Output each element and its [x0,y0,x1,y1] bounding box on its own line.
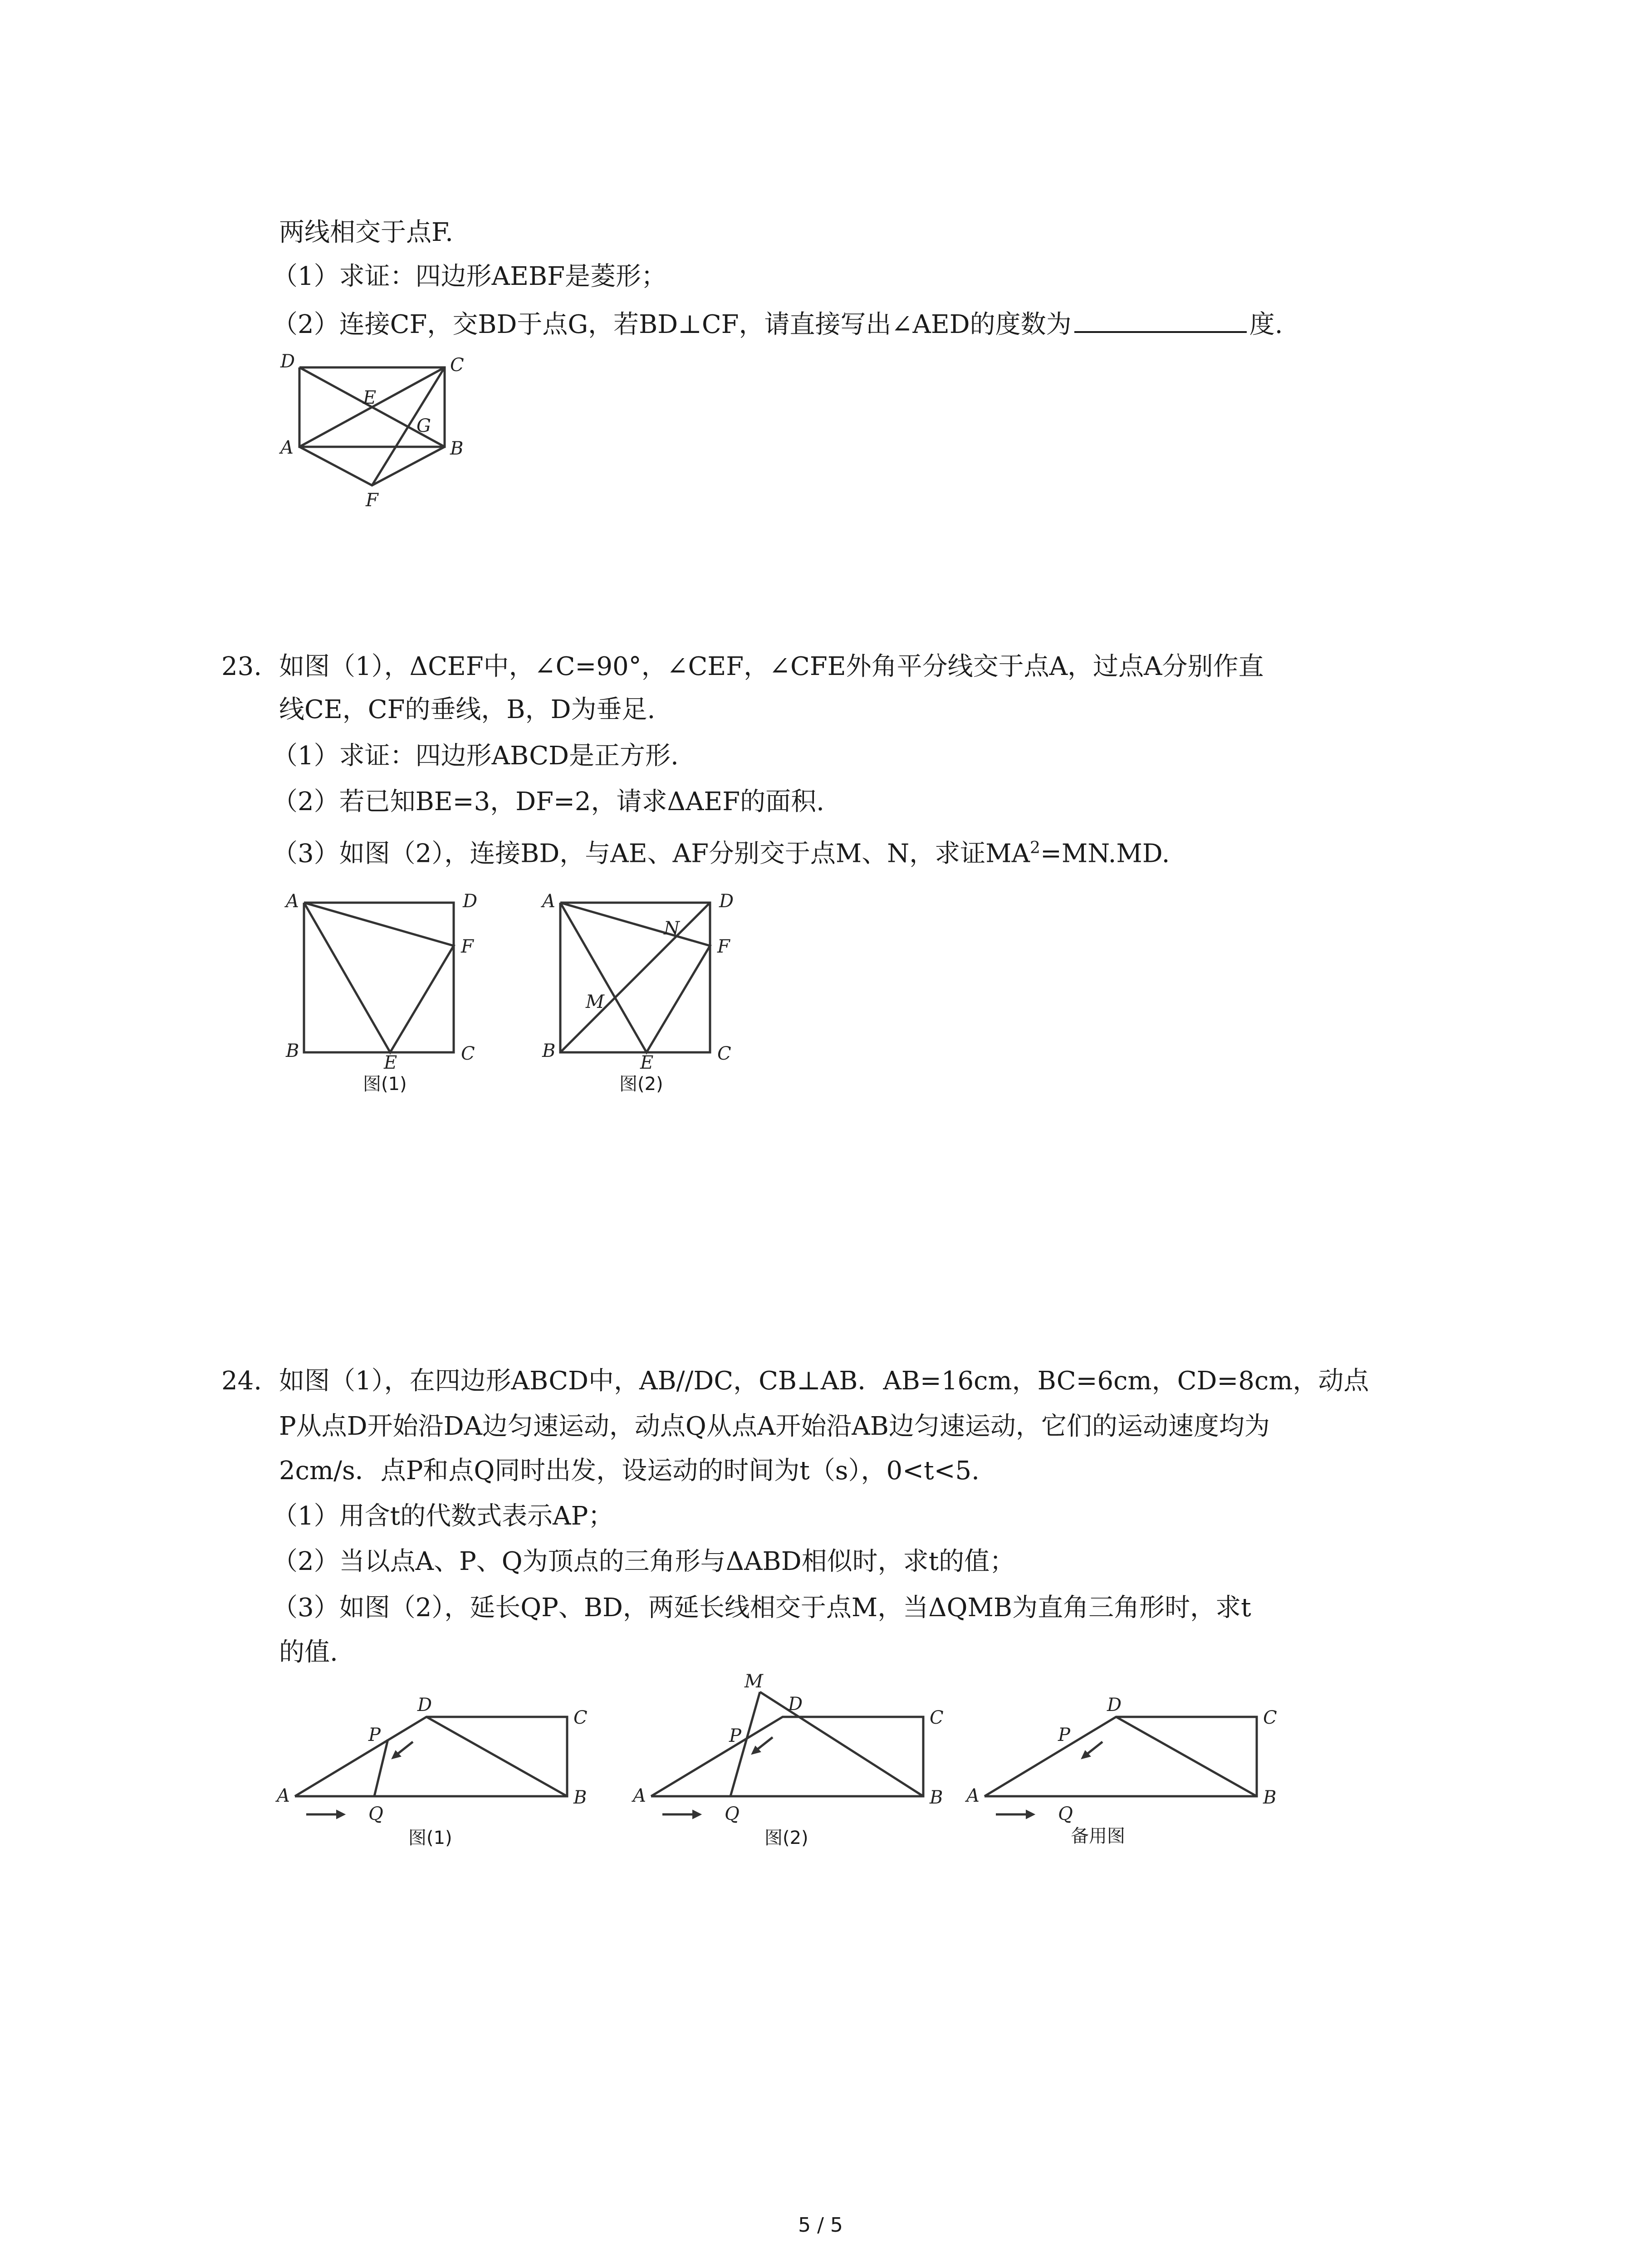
point-label-m: M [745,1671,763,1692]
answer-blank[interactable] [1074,308,1247,333]
q24-figure3-caption: 备用图 [1071,1826,1125,1847]
point-label-q: Q [368,1804,383,1824]
page-number: 5 / 5 [798,2214,843,2237]
point-label-m: M [586,992,604,1012]
segment-cf [372,367,445,485]
point-label-d: D [417,1695,432,1716]
point-label-f: F [461,936,474,957]
q22-part1: （1）求证：四边形AEBF是菱形； [272,262,666,291]
point-label-g: G [416,415,431,436]
segments-af-fb [299,447,445,485]
point-label-a: A [966,1785,980,1806]
point-label-b: B [542,1041,556,1061]
q24-line3: 2cm/s．点P和点Q同时出发，设运动的时间为t（s），0<t<5. [279,1456,980,1486]
point-label-d: D [463,891,478,912]
triangle-aef [304,903,454,1052]
point-label-c: C [573,1707,588,1728]
q23-part3 [272,832,1170,870]
point-label-c: C [930,1707,944,1728]
point-label-n: N [664,918,680,939]
point-label-d: D [788,1694,803,1715]
point-label-e: E [384,1052,397,1070]
q24-line1: 如图（1），在四边形ABCD中，AB//DC，CB⊥AB．AB=16cm，BC=6cm，CD=8cm，动点 [279,1366,1369,1396]
q24-number: 24. [221,1366,262,1396]
point-label-d: D [280,354,295,372]
q24-line2: P从点D开始沿DA边匀速运动，动点Q从点A开始沿AB边匀速运动，它们的运动速度均为 [279,1412,1270,1441]
q23-part3-exponent: 2 [1030,839,1040,857]
q23-part1: （1）求证：四边形ABCD是正方形. [272,741,679,771]
point-label-e: E [640,1052,654,1070]
q22-part2-unit: 度. [1249,310,1283,339]
trapezoid-abcd [651,1717,923,1796]
q22-part2-text: （2）连接CF，交BD于点G，若BD⊥CF，请直接写出∠AED的度数为 [272,310,1072,339]
q23-part3-text: （3）如图（2），连接BD，与AE、AF分别交于点M、N，求证MA [272,839,1030,869]
point-label-c: C [1263,1707,1277,1728]
q22-part2 [272,308,1283,341]
point-label-q: Q [1058,1804,1073,1824]
q22-figure [272,354,481,517]
q24-part2: （2）当以点A、P、Q为顶点的三角形与ΔABD相似时，求t的值； [272,1547,1015,1576]
arrow-q-head [1026,1810,1034,1818]
q23-line1: 如图（1），ΔCEF中，∠C=90°，∠CEF，∠CFE外角平分线交于点A，过点A分别作直 [279,652,1264,681]
point-label-f: F [717,936,730,957]
q24-part1: （1）用含t的代数式表示AP； [272,1501,614,1531]
point-label-p: P [368,1725,381,1745]
q23-figure1-caption: 图(1) [363,1074,407,1095]
point-label-c: C [717,1043,731,1064]
point-label-a: A [286,891,299,912]
q23-part3-tail: =MN.MD. [1040,839,1170,869]
point-label-b: B [1263,1787,1277,1808]
point-label-c: C [461,1043,475,1064]
point-label-c: C [450,355,464,376]
point-label-b: B [450,438,464,459]
point-label-b: B [573,1787,587,1808]
line-mb [760,1692,923,1796]
q23-figure1 [281,889,499,1095]
q24-figure3 [962,1687,1288,1847]
q24-figure2 [628,1669,955,1848]
point-label-f: F [366,490,378,511]
point-label-e: E [363,387,377,408]
q24-figure1-caption: 图(1) [408,1828,452,1848]
q24-figure2-caption: 图(2) [764,1828,808,1848]
point-label-d: D [1107,1695,1122,1716]
q24-figure1 [272,1687,599,1848]
q23-figure2-caption: 图(2) [619,1074,663,1095]
point-label-a: A [542,891,555,912]
point-label-b: B [286,1041,299,1061]
point-label-p: P [1058,1725,1070,1745]
point-label-b: B [930,1787,943,1808]
q23-line2: 线CE，CF的垂线，B，D为垂足. [279,695,656,724]
q24-part3-line1: （3）如图（2），延长QP、BD，两延长线相交于点M，当ΔQMB为直角三角形时，求t [272,1593,1251,1623]
point-label-p: P [729,1725,741,1746]
trapezoid-abcd [295,1717,567,1796]
point-label-a: A [633,1785,646,1806]
arrow-q-head [337,1810,345,1818]
point-label-q: Q [725,1804,740,1824]
q23-part2: （2）若已知BE=3，DF=2，请求ΔAEF的面积. [272,787,824,816]
trapezoid-abcd [985,1717,1257,1796]
diagonal-db [426,1717,567,1796]
arrow-q-head [693,1810,701,1818]
diagonal-db [1116,1717,1257,1796]
point-label-d: D [719,891,734,912]
q23-number: 23. [221,652,262,681]
q23-figure2 [538,889,755,1095]
point-label-a: A [277,1785,290,1806]
q24-part3-line2: 的值. [279,1637,338,1667]
point-label-a: A [280,437,294,458]
q22-continuation: 两线相交于点F. [279,218,453,247]
